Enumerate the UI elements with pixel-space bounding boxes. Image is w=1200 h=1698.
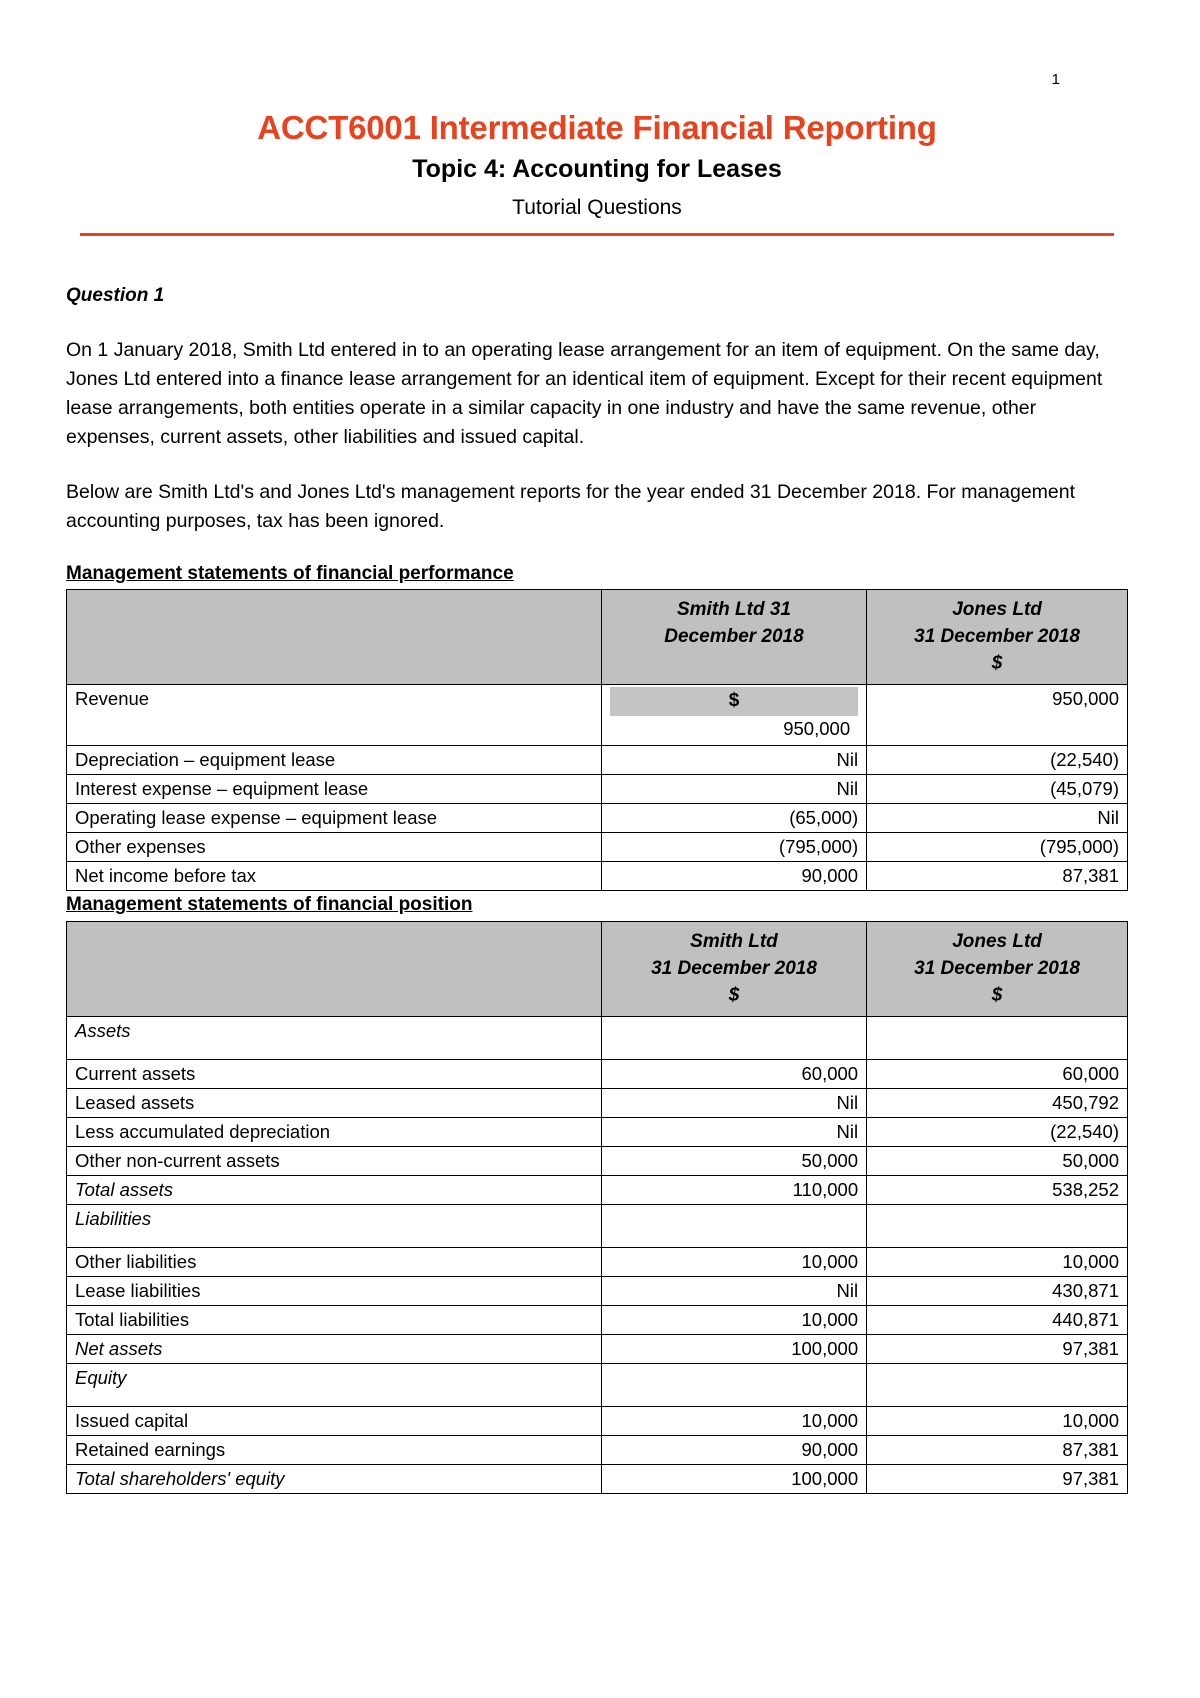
cell-smith: (795,000) <box>601 833 866 862</box>
cell-smith <box>601 1205 866 1248</box>
row-label: Total shareholders' equity <box>67 1465 602 1494</box>
row-label: Issued capital <box>67 1407 602 1436</box>
table-row <box>67 746 1128 775</box>
row-label: Retained earnings <box>67 1436 602 1465</box>
cell-smith: 10,000 <box>601 1306 866 1335</box>
cell-smith: 60,000 <box>601 1059 866 1088</box>
row-label: Equity <box>67 1364 602 1407</box>
page-number: 1 <box>1051 71 1060 88</box>
table-row <box>67 833 1128 862</box>
cell-smith: Nil <box>601 1088 866 1117</box>
document-header <box>66 108 1128 236</box>
cell-smith: Nil <box>601 1277 866 1306</box>
cell-smith: 110,000 <box>601 1176 866 1205</box>
table-row <box>67 1205 1128 1248</box>
header-jones-line2: 31 December 2018 <box>914 626 1080 648</box>
table-row <box>67 1364 1128 1407</box>
cell-smith: Nil <box>601 1117 866 1146</box>
cell-jones: 87,381 <box>867 862 1128 891</box>
performance-table-body <box>67 685 1128 891</box>
table-row <box>67 1088 1128 1117</box>
row-label: Other expenses <box>67 833 602 862</box>
row-label: Less accumulated depreciation <box>67 1117 602 1146</box>
cell-jones: 538,252 <box>867 1176 1128 1205</box>
header-jones-line3: $ <box>991 653 1003 675</box>
cell-smith: 10,000 <box>601 1407 866 1436</box>
row-label: Interest expense – equipment lease <box>67 775 602 804</box>
header-blank <box>67 590 602 685</box>
cell-smith: (65,000) <box>601 804 866 833</box>
row-label: Net assets <box>67 1335 602 1364</box>
cell-jones: (22,540) <box>867 746 1128 775</box>
cell-jones: (22,540) <box>867 1117 1128 1146</box>
header-jones <box>867 590 1128 685</box>
cell-smith: 90,000 <box>601 1436 866 1465</box>
row-label: Other liabilities <box>67 1248 602 1277</box>
table-row <box>67 1147 1128 1176</box>
cell-smith: 50,000 <box>601 1147 866 1176</box>
position-heading: Management statements of financial position <box>66 894 473 916</box>
row-label: Total assets <box>67 1176 602 1205</box>
table-row <box>67 1059 1128 1088</box>
table-row <box>67 1117 1128 1146</box>
cell-jones: 97,381 <box>867 1465 1128 1494</box>
cell-smith: Nil <box>601 775 866 804</box>
financial-performance-table <box>66 589 1128 891</box>
question-paragraph-2: Below are Smith Ltd's and Jones Ltd's management reports for the year ended 31 December 2018. For management accounting purposes, tax has been ignored. <box>66 480 1076 532</box>
table-row <box>67 1436 1128 1465</box>
page-subtitle: Topic 4: Accounting for Leases <box>412 155 782 184</box>
table-row <box>67 775 1128 804</box>
header-jones-line2: 31 December 2018 <box>914 957 1080 979</box>
header-jones-line1: Jones Ltd <box>952 930 1042 952</box>
row-label: Revenue <box>67 685 602 746</box>
page-title: ACCT6001 Intermediate Financial Reporting <box>257 109 937 146</box>
row-label: Net income before tax <box>67 862 602 891</box>
table-row <box>67 1176 1128 1205</box>
revenue-smith-value: 950,000 <box>783 717 851 739</box>
cell-smith <box>601 1016 866 1059</box>
cell-jones <box>867 1016 1128 1059</box>
table-row <box>67 804 1128 833</box>
cell-smith: 100,000 <box>601 1465 866 1494</box>
table-row <box>67 1335 1128 1364</box>
header-smith-line3: $ <box>728 984 740 1006</box>
revenue-smith-currency: $ <box>610 687 858 716</box>
cell-jones: 440,871 <box>867 1306 1128 1335</box>
table-header-row <box>67 590 1128 685</box>
cell-jones: (45,079) <box>867 775 1128 804</box>
header-smith-line2: 31 December 2018 <box>651 957 817 979</box>
cell-smith: Nil <box>601 746 866 775</box>
cell-jones: 87,381 <box>867 1436 1128 1465</box>
table-row <box>67 1306 1128 1335</box>
header-jones-line1: Jones Ltd <box>952 599 1042 621</box>
row-label: Operating lease expense – equipment lease <box>67 804 602 833</box>
cell-jones: 50,000 <box>867 1147 1128 1176</box>
cell-smith: 10,000 <box>601 1248 866 1277</box>
header-smith <box>601 921 866 1016</box>
table-row <box>67 1016 1128 1059</box>
revenue-smith-cell <box>601 685 866 746</box>
question-paragraph-1: On 1 January 2018, Smith Ltd entered in to an operating lease arrangement for an item of equipment. On the same day, Jones Ltd entered into a finance lease arrangement for an identical item of equipment. Except for their recent equipment lease arrangements, both entities operate in a similar capacity in one industry and have the same revenue, other expenses, current assets, other liabilities and issued capital. <box>66 339 1103 449</box>
page-subsubtitle: Tutorial Questions <box>512 195 682 219</box>
financial-position-table <box>66 921 1128 1494</box>
header-blank <box>67 921 602 1016</box>
page-content <box>66 108 1128 1494</box>
position-table-body <box>67 1016 1128 1494</box>
cell-jones: 97,381 <box>867 1335 1128 1364</box>
cell-jones: (795,000) <box>867 833 1128 862</box>
performance-heading: Management statements of financial performance <box>66 562 514 584</box>
cell-jones: 10,000 <box>867 1248 1128 1277</box>
row-label: Lease liabilities <box>67 1277 602 1306</box>
table-row-revenue <box>67 685 1128 746</box>
table-row <box>67 1407 1128 1436</box>
cell-jones <box>867 1364 1128 1407</box>
cell-jones <box>867 1205 1128 1248</box>
row-label: Liabilities <box>67 1205 602 1248</box>
table-row <box>67 862 1128 891</box>
revenue-jones-value: 950,000 <box>867 685 1128 746</box>
cell-smith: 100,000 <box>601 1335 866 1364</box>
cell-jones: 60,000 <box>867 1059 1128 1088</box>
header-jones-line3: $ <box>991 984 1003 1006</box>
cell-jones: 450,792 <box>867 1088 1128 1117</box>
row-label: Other non-current assets <box>67 1147 602 1176</box>
table-row <box>67 1277 1128 1306</box>
header-smith-line2: December 2018 <box>664 626 804 648</box>
table-row <box>67 1248 1128 1277</box>
header-jones <box>867 921 1128 1016</box>
cell-smith: 90,000 <box>601 862 866 891</box>
cell-jones: Nil <box>867 804 1128 833</box>
table-header-row <box>67 921 1128 1016</box>
row-label: Current assets <box>67 1059 602 1088</box>
question-heading: Question 1 <box>66 284 165 306</box>
cell-smith <box>601 1364 866 1407</box>
row-label: Total liabilities <box>67 1306 602 1335</box>
header-smith <box>601 590 866 685</box>
table-row <box>67 1465 1128 1494</box>
cell-jones: 430,871 <box>867 1277 1128 1306</box>
header-smith-line1: Smith Ltd 31 <box>676 599 791 621</box>
header-smith-line1: Smith Ltd <box>690 930 778 952</box>
row-label: Depreciation – equipment lease <box>67 746 602 775</box>
row-label: Leased assets <box>67 1088 602 1117</box>
row-label: Assets <box>67 1016 602 1059</box>
header-divider <box>80 233 1114 236</box>
cell-jones: 10,000 <box>867 1407 1128 1436</box>
